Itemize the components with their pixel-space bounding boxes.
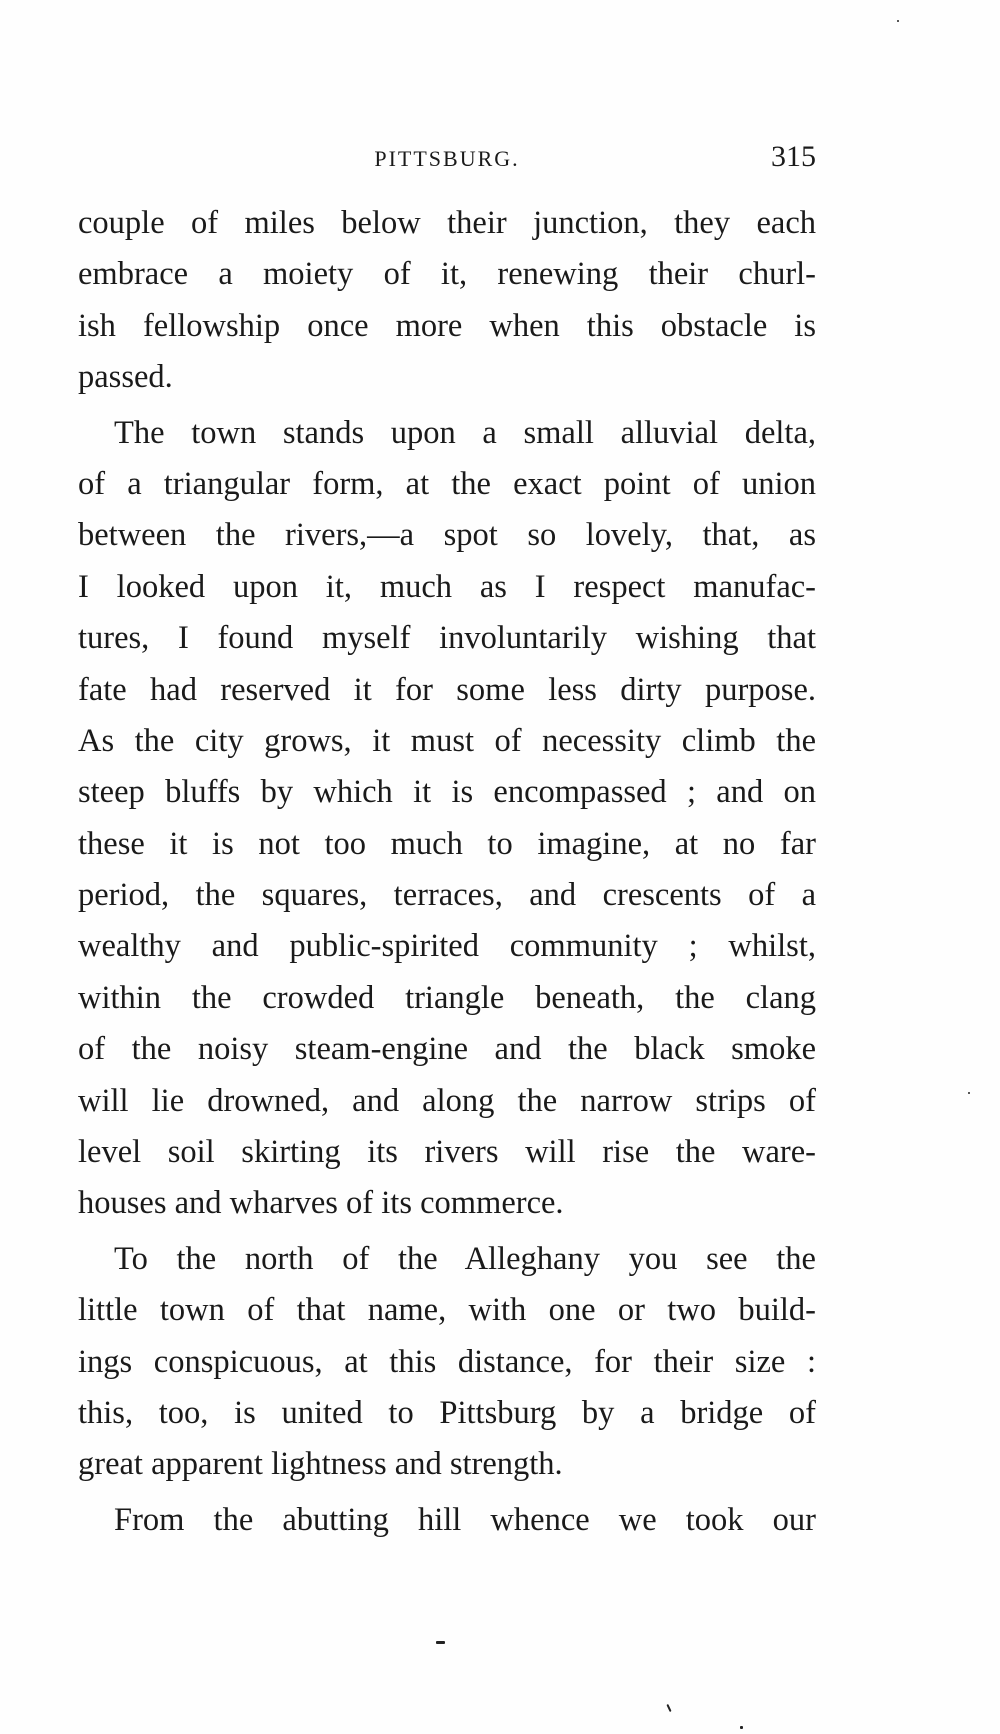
text-line: The town stands upon a small alluvial delta,: [114, 414, 816, 451]
text-line: embrace a moiety of it, renewing their churl-: [78, 256, 816, 293]
paragraph-1: [78, 198, 816, 404]
text-line: passed.: [78, 359, 173, 396]
text-line: ish fellowship once more when this obstacle is: [78, 307, 816, 344]
running-head: [78, 140, 816, 180]
text-line: will lie drowned, and along the narrow strips of: [78, 1082, 816, 1119]
text-line: steep bluffs by which it is encompassed ; and on: [78, 774, 816, 811]
text-line: I looked upon it, much as I respect manufac-: [78, 568, 816, 605]
text-line: this, too, is united to Pittsburg by a bridge of: [78, 1394, 816, 1431]
running-title: PITTSBURG.: [374, 146, 520, 171]
text-line: ings conspicuous, at this distance, for their size :: [78, 1343, 816, 1380]
text-line: level soil skirting its rivers will rise the ware-: [78, 1134, 816, 1171]
text-line: little town of that name, with one or two build-: [78, 1292, 816, 1329]
text-line: couple of miles below their junction, they each: [78, 205, 816, 241]
print-speck: [666, 1704, 671, 1712]
text-line: tures, I found myself involuntarily wishing that: [78, 620, 816, 657]
print-speck: [740, 1726, 743, 1729]
paragraph-4: [78, 1495, 816, 1546]
text-line: between the rivers,—a spot so lovely, that, as: [78, 517, 816, 554]
text-line: great apparent lightness and strength.: [78, 1446, 563, 1483]
text-line: of a triangular form, at the exact point of union: [78, 465, 816, 502]
text-line: fate had reserved it for some less dirty purpose.: [78, 671, 816, 708]
paragraph-3: [78, 1234, 816, 1491]
text-line: these it is not too much to imagine, at no far: [78, 825, 816, 862]
text-line: To the north of the Alleghany you see the: [114, 1240, 816, 1277]
text-line: From the abutting hill whence we took our: [114, 1501, 816, 1538]
print-speck: [436, 1641, 445, 1644]
paragraph-2: [78, 408, 816, 1230]
page-number: 315: [771, 140, 816, 173]
text-line: within the crowded triangle beneath, the clang: [78, 979, 816, 1016]
text-line: wealthy and public-spirited community ; whilst,: [78, 928, 816, 965]
text-line: period, the squares, terraces, and crescents of a: [78, 877, 816, 914]
print-speck: [897, 20, 899, 22]
text-line: of the noisy steam-engine and the black smoke: [78, 1031, 816, 1068]
text-line: As the city grows, it must of necessity climb the: [78, 722, 816, 759]
print-speck: [968, 1092, 970, 1094]
text-line: houses and wharves of its commerce.: [78, 1185, 564, 1222]
body-text: [78, 198, 816, 1550]
